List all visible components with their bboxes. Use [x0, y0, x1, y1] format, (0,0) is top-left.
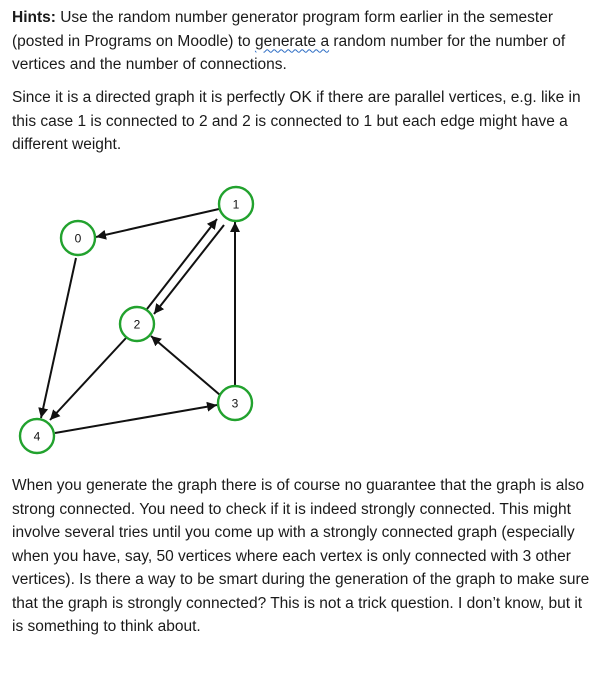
strong-connectivity-paragraph: When you generate the graph there is of course no guarantee that the graph is also strong connected. You need to check if it is indeed strongly connected. This might involve several tries until you come up with a strongly connected graph (especially when you have, say, 50 vertices where each vertex is only connected with 3 other vertices). Is there a way to be smart during the generation of the graph to make sure that the graph is strongly connected? This is not a trick question. I don’t know, but it is something to think about. — [12, 477, 590, 635]
edge-2-to-1 — [147, 219, 217, 309]
node-2 — [120, 307, 154, 341]
node-label: 4 — [33, 429, 41, 444]
node-1 — [219, 187, 253, 221]
node-0 — [61, 221, 95, 255]
edge-2-to-4 — [50, 338, 126, 420]
hints-label: Hints: — [12, 9, 56, 26]
node-label: 1 — [232, 197, 240, 212]
spellcheck-flagged-text[interactable]: generate a — [254, 32, 330, 50]
node-label: 3 — [231, 396, 239, 411]
edge-0-to-4 — [41, 258, 76, 418]
hints-text-end: random number for the number of vertices and the number of connections. — [12, 32, 566, 73]
node-label: 2 — [133, 317, 141, 332]
node-3 — [218, 386, 252, 420]
edge-1-to-0 — [96, 209, 219, 237]
node-4 — [20, 419, 54, 453]
edge-3-to-2 — [151, 336, 220, 395]
directed-graph-diagram — [0, 170, 607, 470]
edge-4-to-3 — [55, 405, 217, 433]
hints-paragraph — [12, 6, 597, 77]
node-label: 0 — [74, 231, 82, 246]
hints-text-start: Use the random number generator program form earlier in the semester (posted in Programs on Moodle) to — [12, 9, 554, 50]
parallel-vertices-paragraph: Since it is a directed graph it is perfectly OK if there are parallel vertices, e.g. like in this case 1 is connected to 2 and 2 is connected to 1 but each edge might have a different weight. — [12, 89, 581, 153]
edge-1-to-2 — [154, 225, 224, 314]
